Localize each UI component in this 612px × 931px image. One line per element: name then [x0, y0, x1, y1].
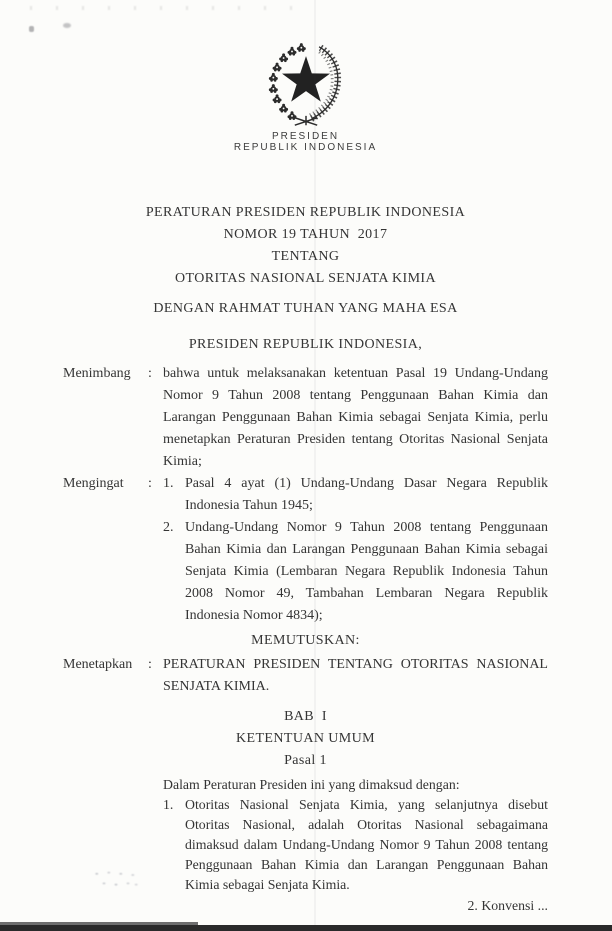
scan-speck [29, 26, 34, 32]
salutation-line: PRESIDEN REPUBLIK INDONESIA, [188, 337, 423, 352]
scan-edge-bar [0, 925, 612, 931]
presidential-seal-logo [250, 43, 362, 129]
clause-label: Mengingat [63, 476, 124, 491]
clause-colon: : [148, 366, 152, 381]
clause-text: PERATURAN PRESIDEN TENTANG OTORITAS NASIONAL SENJATA KIMIA. [163, 657, 548, 694]
item-number: 1. [163, 476, 174, 491]
scan-speck-row [30, 6, 310, 10]
pasal-heading: Pasal 1 [284, 753, 327, 768]
item-text: Otoritas Nasional Senjata Kimia, yang selanjutnya disebut Otoritas Nasional, adalah Otoritas Nasional sebagaimana dimaksud dalam Undang-Undang Nomor 9 Tahun 2008 tentang Penggunaan Bahan Kimia dan Larangan Penggunaan Bahan Kimia sebagai Senjata Kimia. [185, 797, 548, 892]
item-text: Undang-Undang Nomor 9 Tahun 2008 tentang Penggunaan Bahan Kimia dan Larangan Penggunaan Bahan Kimia sebagai Senjata Kimia (Lembaran Negara Republik Indonesia Tahun 2008 Nomor 49, Tambahan Lembaran Negara Republik Indonesia Nomor 4834); [185, 520, 548, 623]
agency-line-presiden: PRESIDEN [271, 131, 340, 142]
scan-smudge [92, 869, 140, 893]
definition-item [163, 795, 548, 895]
item-number: 1. [163, 797, 174, 812]
clause-menimbang [63, 363, 548, 473]
item-number: 2. [163, 520, 174, 535]
clause-mengingat [63, 473, 548, 627]
clause-colon: : [148, 657, 152, 672]
clause-colon: : [148, 476, 152, 491]
agency-line-republik: REPUBLIK INDONESIA [233, 142, 378, 153]
scan-fold-line [314, 0, 316, 931]
clause-text: bahwa untuk melaksanakan ketentuan Pasal 19 Undang-Undang Nomor 9 Tahun 2008 tentang Penggunaan Bahan Kimia dan Larangan Penggunaan Bahan Kimia sebagai Senjata Kimia, perlu menetapkan Peraturan Presiden tentang Otoritas Nasional Senjata Kimia; [163, 366, 548, 469]
regulation-tentang: TENTANG [271, 249, 340, 264]
legal-basis-item [163, 473, 548, 517]
scan-speck [63, 23, 71, 28]
item-text: Pasal 4 ayat (1) Undang-Undang Dasar Negara Republik Indonesia Tahun 1945; [185, 476, 548, 513]
clause-label: Menetapkan [63, 657, 133, 672]
page-catchword: 2. Konvensi ... [467, 898, 548, 913]
regulation-subject: OTORITAS NASIONAL SENJATA KIMIA [175, 271, 436, 286]
clause-menetapkan [63, 654, 548, 698]
bab-title: KETENTUAN UMUM [236, 731, 375, 746]
regulation-title: PERATURAN PRESIDEN REPUBLIK INDONESIA [145, 205, 466, 220]
pasal-intro: Dalam Peraturan Presiden ini yang dimaksud dengan: [163, 777, 460, 792]
invocation-line: DENGAN RAHMAT TUHAN YANG MAHA ESA [153, 301, 458, 316]
clause-label: Menimbang [63, 366, 131, 381]
memutuskan-heading: MEMUTUSKAN: [251, 633, 360, 648]
legal-basis-item [163, 517, 548, 627]
bab-heading: BAB I [284, 709, 327, 724]
regulation-number: NOMOR 19 TAHUN 2017 [223, 227, 388, 242]
regulation-title-block [63, 202, 548, 290]
